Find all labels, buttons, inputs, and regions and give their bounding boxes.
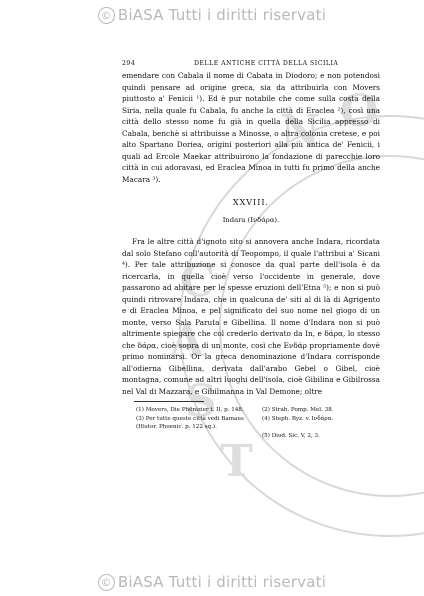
footnote-4: (4) Steph. Byz. v. Ινδάρα. bbox=[262, 415, 334, 422]
paragraph-indara: Fra le altre città d'ignoto sito si annovera anche Indara, ricordata dal solo Stefano coll'autorità di Teopompo, il quale l'attribui a' Sicani ⁴). Per tale attribuzione si conosce da qual parte dell'isola è da ricercarla, in quella cioè verso l'occidente in generale, dove passarono ad abitare per le spesse eruzioni dell'Etna ⁵); e non si può quindi ritrovare Indara, che in qualcuna de' siti al di là di Agrigento e di Eraclea Minoa, e pel significato del suo nome nel giogo di un monte, verso Sala Paruta e Gibellina. Il nome d'Indara non si può altrimente spiegare che col crederlo derivato da In, e δάρα, lo stesso che δάρα, cioè sopra di un monte, così che Ενδάρ propriamente dovè primo nominarsi. Or la greca denominazione d'Indara corrisponde all'odierna Gibellina, derivata dall'arabo Gebel o Gibel, cioè montagna, comune ad altri luoghi dell'isola, cioè Gibilina e Gibilrossa nel Val di Mazzara, e Gibilmanna in Val Demone; oltre bbox=[122, 237, 380, 396]
svg-text:C: C bbox=[180, 256, 216, 307]
section-title: Indara (Ινδάρα). bbox=[222, 215, 280, 224]
paragraph-continued: emendare con Cabala il nome di Cabata in Diodoro; e non potendosi quindi pensare ad origine greca, sia da attribuirla con Movers piuttosto a' Fenicii ¹). Ed è pur notabile che come sulla costa della Siria, nella quale fu Cabala, fu anche la città di Eraclea ²), così una città dello stesso nome fu già in quella della Sicilia appresso di Cabala, benchè si attribuisse a Minosse, o altra colonia cretese, e poi alto Spartano Doriea, origini posteriori alla più antica de' Fenicii, i quali ad Ercole Maekar attribuirono la fondazione di parecchie loro città in cui adoravasi, ed Eraclea Minoa in tutti fu primo della anche Macara ³). bbox=[122, 71, 380, 184]
svg-text:A: A bbox=[170, 316, 205, 367]
watermark-top bbox=[0, 6, 424, 24]
watermark-bottom bbox=[0, 573, 424, 591]
svg-text:O: O bbox=[340, 86, 379, 137]
running-title: DELLE ANTICHE CITTÀ DELLA SICILIA bbox=[194, 60, 339, 67]
copyright-icon: © bbox=[98, 574, 115, 591]
page-number: 294 bbox=[122, 60, 136, 67]
footnote-5: (5) Diod. Sic. V, 2, 3. bbox=[262, 432, 320, 439]
footnotes bbox=[122, 406, 380, 440]
section-number: XXVIII. bbox=[232, 198, 270, 207]
watermark-bottom-text: BiASA Tutti i diritti riservati bbox=[117, 573, 327, 591]
footnote-rule bbox=[134, 401, 204, 402]
running-head bbox=[122, 60, 380, 70]
svg-text:T: T bbox=[220, 436, 253, 487]
svg-text:S: S bbox=[185, 376, 217, 427]
page-content bbox=[122, 60, 380, 440]
footnote-spacer bbox=[136, 432, 254, 441]
watermark-top-text: BiASA Tutti i diritti riservati bbox=[117, 6, 327, 24]
footnote-1: (1) Movers, Die Phönizier t. II, p. 148. bbox=[136, 407, 244, 413]
copyright-icon: © bbox=[98, 7, 115, 24]
footnote-2: (2) Strab. Pomp. Mel. 38. bbox=[262, 407, 334, 413]
svg-text:N: N bbox=[280, 106, 321, 157]
footnote-3: (3) Per tutte queste città vedi Bamaus (Histor. Phoenic. p. 122 sq.). bbox=[136, 415, 244, 431]
